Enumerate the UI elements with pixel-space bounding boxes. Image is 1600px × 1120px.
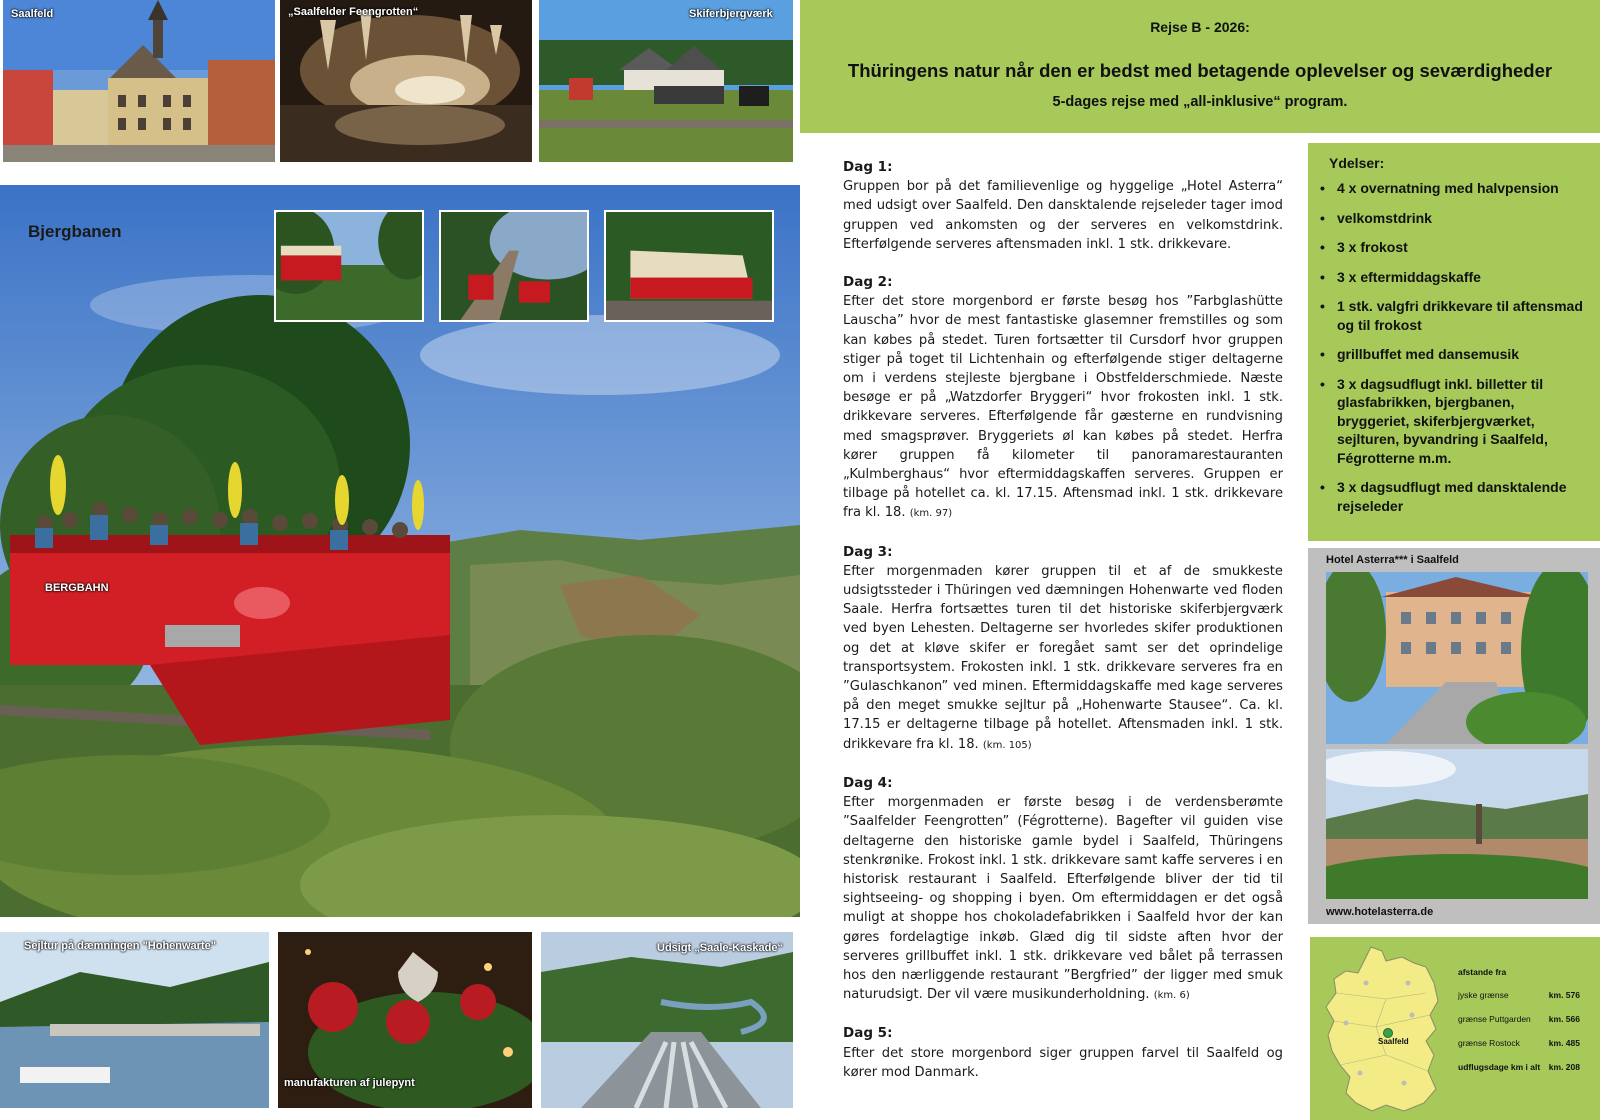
service-item: • 4 x overnatning med halvpension — [1320, 179, 1588, 198]
distance-row: grænse Puttgarden km. 566 — [1458, 1014, 1580, 1024]
services-heading: Ydelser: — [1329, 155, 1385, 171]
hotel-box — [1308, 548, 1600, 924]
day-text: Efter det store morgenbord er første besøg hos ”Farbglashütte Lauscha” hvor de mest fantastiske glasemner fremstilles og som kan købes på stedet. Turen fortsætter til Cursdorf hvor gruppen stiger på toget til Lichtenhain og efterfølgende stiger deltagerne om i verdens stejleste bjergbane i Obstfelderschmiede. Næste besøge er på „Watzdorfer Bryggeri“ hvor frokosten inkl. 1 stk. drikkevare serveres. Efterfølgende får gæsterne en rundvisning med smagsprøver. Bryggeriets øl kan købes på stedet. Herfra kører gruppen få kilometer til panoramarestauranten „Kulmberghaus“ hvor eftermiddagskaffen serveres. Gruppen er tilbage på hotellet ca. kl. 17.15. Aftensmad inkl. 1 stk. drikkevare fra kl. 18. (km. 97) — [843, 294, 1283, 521]
day-heading: Dag 1: — [843, 159, 893, 175]
page-subtitle: 5-dages rejse med „all-inklusive“ program. — [1052, 94, 1348, 110]
page-title: Thüringens natur når den er bedst med betagende oplevelser og seværdigheder — [847, 60, 1553, 81]
caption-saalfeld: Saalfeld — [11, 8, 54, 20]
distance-table — [1458, 967, 1580, 1086]
service-item: • 3 x dagsudflugt med dansktalende rejseleder — [1320, 478, 1588, 515]
trip-code: Rejse B - 2026: — [1150, 19, 1250, 35]
germany-map — [1316, 943, 1452, 1115]
service-item: • 3 x frokost — [1320, 238, 1588, 257]
day-text: Efter det store morgenbord siger gruppen farvel til Saalfeld og kører mod Danmark. — [843, 1045, 1283, 1080]
distance-row: grænse Rostock km. 485 — [1458, 1038, 1580, 1048]
caption-bergbahn-sign: BERGBAHN — [45, 582, 109, 594]
photo-hotel-asterra — [1326, 572, 1588, 744]
photo-skiferbjergvaerk — [539, 0, 793, 162]
services-list — [1320, 179, 1588, 515]
distance-heading: afstande fra — [1458, 967, 1507, 977]
caption-udsigt: Udsigt „Saale-Kaskade“ — [657, 942, 783, 954]
photo-feengrotten — [280, 0, 532, 162]
hotel-label: Hotel Asterra*** i Saalfeld — [1326, 554, 1459, 566]
photo-sejltur-hohenwarte — [0, 932, 269, 1108]
service-item: • velkomstdrink — [1320, 209, 1588, 228]
day-heading: Dag 2: — [843, 274, 893, 291]
day-text: Gruppen bor på det familievenlige og hyggelige „Hotel Asterra“ med udsigt over Saalfeld. Den dansktalende rejseleder tager imod gruppen ved ankomsten og der serveres en velkomstdrink. Efterfølgende serveres aftensmaden inkl. 1 stk. drikkevare. — [843, 179, 1283, 252]
day-text: Efter morgenmaden kører gruppen til et af de smukkeste udsigtssteder i Thüringen ved dæmningen Hohenwarte ved floden Saale. Herfra fortsættes turen til det historiske skiferbjergværk ved byen Lehesten. Deltagerne ser hvorledes skifer produktionen og det at kløve skifer er foregået samt ser det oprindelige transportsystem. Frokosten inkl. 1 stk. drikkevare serveres fra en ”Gulaschkanon” ved minen. Eftermiddagskaffe med kage serveres på den meget smukke sejltur på „Hohenwarte Stausee“. Ca. kl. 17.15 er deltagerne tilbage på hotellet. Aftensmaden inkl. 1 stk. drikkevare fra kl. 18. (km. 105) — [843, 563, 1283, 752]
service-item: • 3 x dagsudflugt inkl. billetter til glasfabrikken, bjergbanen, bryggeriet, skiferbjergværket, sejlturen, byvandring i Saalfeld, Fégrotterne m.m. — [1320, 375, 1588, 468]
photo-bergbahn-inset-2 — [439, 210, 589, 322]
day-1 — [843, 158, 1283, 254]
day-heading: Dag 5: — [843, 1025, 893, 1042]
map-city-saalfeld: Saalfeld — [1378, 1037, 1409, 1046]
distance-row: jyske grænse km. 576 — [1458, 990, 1580, 1000]
itinerary — [843, 158, 1283, 1101]
day-km: (km. 6) — [1153, 990, 1190, 1002]
day-text: Efter morgenmaden er første besøg i de verdensberømte ”Saalfelder Feengrotten” (Fégrotterne). Bagefter vil guiden vise deltagerne den historiske gamle bydel i Saalfeld, Thüringens stenkrønike. Frokost inkl. 1 stk. drikkevare samt kaffe serveres i en historisk restaurant i Saalfeld. Efterfølgende bliver der tid til sightseeing- og shopping i byen. Om eftermiddagen er det også muligt at shoppe hos chokoladefabrikken i Saalfeld hvor der kan gøres fordelagtige inkøb. Glæd dig til sidste aften hvor der serveres grillbuffet inkl. 1 stk. drikkevare ved bålet på terrassen hos den nærliggende restaurant ”Bergfried” der ligger med smuk naturudsigt. Der vil være musikunderholdning. (km. 6) — [843, 795, 1283, 1003]
distance-row-total: udflugsdage km i alt km. 208 — [1458, 1062, 1580, 1072]
caption-feengrotten: „Saalfelder Feengrotten“ — [288, 6, 419, 18]
day-heading: Dag 3: — [843, 543, 893, 560]
caption-sejltur: Sejltur på dæmningen "Hohenwarte" — [24, 940, 216, 952]
services-box — [1308, 143, 1600, 541]
day-3 — [843, 543, 1283, 755]
service-item: • 3 x eftermiddagskaffe — [1320, 268, 1588, 287]
photo-saalfeld-town-hall — [3, 0, 275, 162]
photo-bergbahn-inset-1 — [274, 210, 424, 322]
service-item: • grillbuffet med dansemusik — [1320, 345, 1588, 364]
distance-map-box — [1310, 937, 1600, 1120]
day-km: (km. 105) — [982, 739, 1032, 751]
day-heading: Dag 4: — [843, 774, 893, 791]
caption-skiferbjergvaerk: Skiferbjergværk — [689, 8, 773, 20]
caption-julepynt: manufakturen af julepynt — [284, 1077, 415, 1089]
header-banner — [800, 0, 1600, 133]
photo-bergbahn-inset-3 — [604, 210, 774, 322]
day-km: (km. 97) — [909, 508, 953, 520]
photo-julepynt — [278, 932, 532, 1108]
day-2 — [843, 273, 1283, 524]
day-5 — [843, 1024, 1283, 1082]
service-item: • 1 stk. valgfri drikkevare til aftensmad og til frokost — [1320, 297, 1588, 334]
day-4 — [843, 774, 1283, 1005]
photo-udsigt-saale-kaskade — [541, 932, 793, 1108]
photo-saalfeld-view — [1326, 749, 1588, 899]
hotel-url[interactable]: www.hotelasterra.de — [1326, 906, 1434, 918]
caption-bjergbanen: Bjergbanen — [28, 222, 122, 241]
